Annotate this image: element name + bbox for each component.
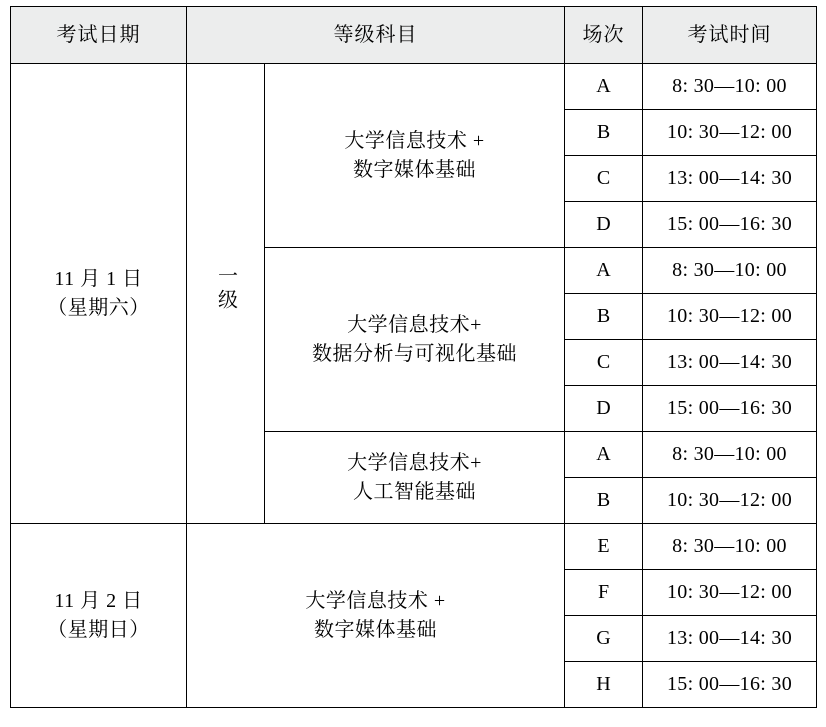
time-cell: 10: 30—12: 00 bbox=[643, 110, 817, 156]
subject-line-2: 人工智能基础 bbox=[353, 480, 476, 503]
time-cell: 15: 00—16: 30 bbox=[643, 202, 817, 248]
header-exam-date: 考试日期 bbox=[11, 7, 187, 64]
subject-line-1: 大学信息技术+ bbox=[347, 313, 482, 336]
session-cell: C bbox=[565, 340, 643, 386]
session-cell: D bbox=[565, 386, 643, 432]
session-cell: B bbox=[565, 478, 643, 524]
subject-line-1: 大学信息技术 + bbox=[305, 589, 446, 612]
time-cell: 8: 30—10: 00 bbox=[643, 432, 817, 478]
subject-cell-day1-group1 bbox=[265, 64, 565, 248]
table-header bbox=[11, 7, 817, 64]
subject-line-2: 数字媒体基础 bbox=[353, 158, 476, 181]
time-cell: 13: 00—14: 30 bbox=[643, 616, 817, 662]
time-cell: 13: 00—14: 30 bbox=[643, 156, 817, 202]
time-cell: 10: 30—12: 00 bbox=[643, 570, 817, 616]
subject-line-2: 数字媒体基础 bbox=[314, 618, 437, 641]
date-line-1: 11 月 1 日 bbox=[54, 267, 143, 290]
subject-line-1: 大学信息技术+ bbox=[347, 451, 482, 474]
subject-cell-day1-group2 bbox=[265, 248, 565, 432]
header-row bbox=[11, 7, 817, 64]
exam-schedule-table bbox=[10, 6, 817, 708]
session-cell: A bbox=[565, 64, 643, 110]
header-level-subject: 等级科目 bbox=[187, 7, 565, 64]
level-cell bbox=[187, 64, 265, 524]
session-cell: C bbox=[565, 156, 643, 202]
time-cell: 8: 30—10: 00 bbox=[643, 248, 817, 294]
time-cell: 8: 30—10: 00 bbox=[643, 524, 817, 570]
subject-cell-day1-group3 bbox=[265, 432, 565, 524]
subject-cell-day2-group1 bbox=[187, 524, 565, 708]
session-cell: B bbox=[565, 110, 643, 156]
header-session: 场次 bbox=[565, 7, 643, 64]
session-cell: A bbox=[565, 432, 643, 478]
session-cell: F bbox=[565, 570, 643, 616]
table-row bbox=[11, 64, 817, 110]
session-cell: A bbox=[565, 248, 643, 294]
session-cell: E bbox=[565, 524, 643, 570]
date-cell-day2 bbox=[11, 524, 187, 708]
time-cell: 13: 00—14: 30 bbox=[643, 340, 817, 386]
header-exam-time: 考试时间 bbox=[643, 7, 817, 64]
session-cell: G bbox=[565, 616, 643, 662]
date-line-1: 11 月 2 日 bbox=[54, 589, 143, 612]
table-row bbox=[11, 524, 817, 570]
session-cell: B bbox=[565, 294, 643, 340]
time-cell: 10: 30—12: 00 bbox=[643, 294, 817, 340]
level-label: 一级 bbox=[214, 265, 237, 313]
date-line-2: （星期六） bbox=[47, 296, 150, 319]
date-cell-day1 bbox=[11, 64, 187, 524]
subject-line-2: 数据分析与可视化基础 bbox=[312, 342, 517, 365]
table-body bbox=[11, 64, 817, 708]
subject-line-1: 大学信息技术 + bbox=[344, 129, 485, 152]
time-cell: 10: 30—12: 00 bbox=[643, 478, 817, 524]
date-line-2: （星期日） bbox=[47, 618, 150, 641]
time-cell: 8: 30—10: 00 bbox=[643, 64, 817, 110]
session-cell: D bbox=[565, 202, 643, 248]
time-cell: 15: 00—16: 30 bbox=[643, 662, 817, 708]
time-cell: 15: 00—16: 30 bbox=[643, 386, 817, 432]
session-cell: H bbox=[565, 662, 643, 708]
